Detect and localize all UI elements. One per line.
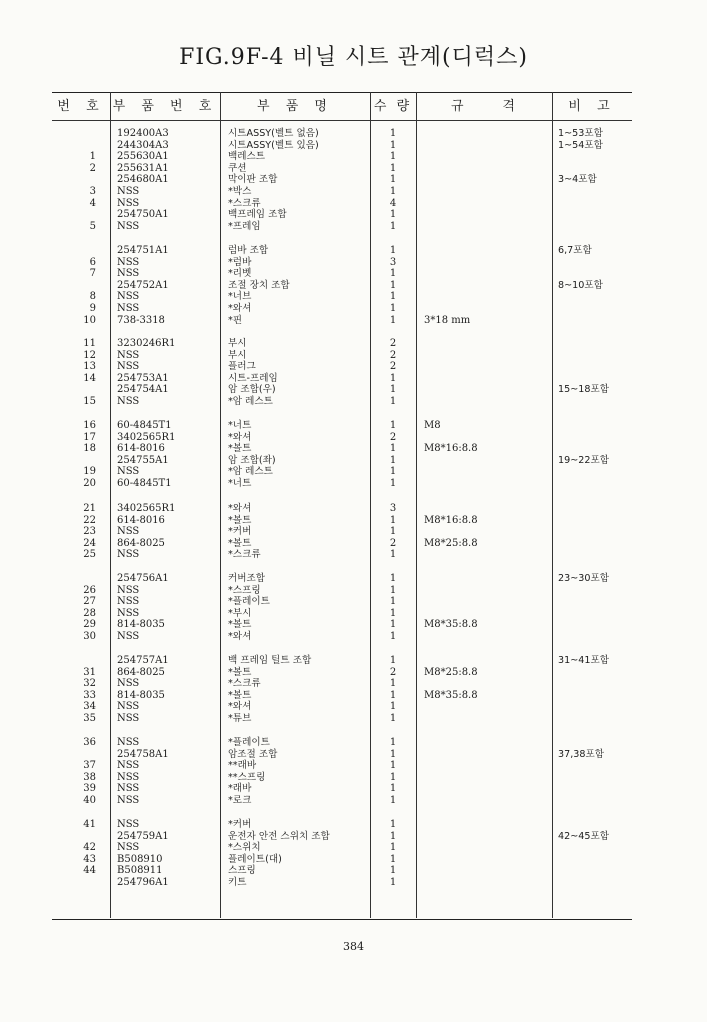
part-number: 864-8025	[117, 537, 165, 549]
part-name: 조절 장치 조합	[228, 279, 290, 291]
part-name: *스크류	[228, 549, 261, 561]
row-number: 15	[83, 396, 96, 407]
part-number: NSS	[117, 607, 140, 619]
part-name: *부시	[228, 607, 252, 619]
row-number: 29	[83, 619, 96, 631]
quantity: 1	[389, 877, 397, 888]
part-name: 플레이트(대)	[228, 853, 282, 865]
part-name: 운전자 안전 스위치 조합	[228, 830, 330, 842]
remark: 15~18포함	[558, 384, 609, 396]
remark: 23~30포함	[558, 573, 609, 584]
part-number: NSS	[117, 303, 140, 314]
part-number: B508910	[117, 853, 163, 865]
row-number: 18	[83, 443, 96, 455]
header-note: 비 고	[568, 99, 616, 114]
part-name: 부시	[228, 338, 247, 349]
quantity: 1	[389, 151, 397, 163]
row-number: 41	[83, 819, 96, 830]
remark: 31~41포함	[558, 655, 609, 666]
specification: M8*25:8.8	[424, 666, 478, 678]
specification: M8*35:8.8	[424, 619, 478, 631]
quantity: 1	[389, 689, 397, 701]
row-number: 23	[83, 526, 96, 538]
part-number: NSS	[117, 197, 140, 209]
part-name: 커버조합	[228, 573, 266, 584]
part-name: 백 프레임 틸트 조합	[228, 655, 312, 666]
part-name: *와셔	[228, 503, 252, 514]
part-name: *스크류	[228, 197, 261, 209]
row-number: 9	[89, 303, 96, 314]
part-number: 254756A1	[117, 573, 169, 584]
row-number: 13	[83, 361, 96, 373]
page-number: 384	[343, 940, 364, 953]
row-number: 32	[83, 678, 96, 690]
quantity: 1	[389, 186, 397, 197]
part-name: 암 조합(좌)	[228, 454, 276, 466]
part-name: 막이판 조합	[228, 174, 278, 186]
part-number: NSS	[117, 268, 140, 280]
part-name: 부시	[228, 349, 247, 361]
remark: 1~54포함	[558, 139, 603, 151]
part-name: *너트	[228, 478, 252, 489]
part-name: **래바	[228, 760, 257, 772]
row-number: 1	[89, 151, 96, 163]
row-number: 31	[83, 666, 96, 678]
quantity: 1	[389, 279, 397, 291]
part-number: 60-4845T1	[117, 478, 172, 489]
part-number: 3402565R1	[117, 503, 176, 514]
header-qty: 수 량	[373, 99, 413, 114]
part-number: 254754A1	[117, 384, 169, 396]
row-number: 33	[83, 689, 96, 701]
part-number: NSS	[117, 291, 140, 303]
part-name: *박스	[228, 186, 252, 197]
part-name: *암 레스트	[228, 466, 273, 478]
quantity: 1	[389, 372, 397, 384]
quantity: 1	[389, 619, 397, 631]
quantity: 1	[389, 174, 397, 186]
row-number: 16	[83, 420, 96, 431]
part-number: 254752A1	[117, 279, 169, 291]
part-number: 814-8035	[117, 689, 165, 701]
part-name: 쿠션	[228, 162, 247, 174]
part-number: 244304A3	[117, 139, 169, 151]
part-number: NSS	[117, 361, 140, 373]
row-number: 7	[89, 268, 96, 280]
row-number: 44	[83, 865, 96, 877]
quantity: 1	[389, 573, 397, 584]
quantity: 1	[389, 584, 397, 596]
header-spec: 규 격	[451, 99, 517, 114]
row-number: 34	[83, 701, 96, 713]
quantity: 1	[389, 655, 397, 666]
part-name: *리벳	[228, 268, 252, 280]
part-number: 814-8035	[117, 619, 165, 631]
row-number: 11	[83, 338, 96, 349]
quantity: 1	[389, 737, 397, 748]
part-name: **스프링	[228, 771, 266, 783]
part-number: NSS	[117, 549, 140, 561]
remark: 19~22포함	[558, 454, 609, 466]
row-number: 35	[83, 713, 96, 724]
part-name: *래바	[228, 783, 252, 795]
specification: M8*16:8.8	[424, 514, 478, 526]
quantity: 1	[389, 865, 397, 877]
quantity: 1	[389, 795, 397, 806]
row-number: 4	[89, 197, 96, 209]
part-number: 614-8016	[117, 443, 165, 455]
row-number: 40	[83, 795, 96, 806]
row-number: 19	[83, 466, 96, 478]
remark: 37,38포함	[558, 748, 604, 760]
part-number: 738-3318	[117, 314, 165, 326]
remark: 6,7포함	[558, 245, 592, 256]
part-name: 백프레임 조합	[228, 209, 287, 221]
row-number: 42	[83, 842, 96, 854]
specification: 3*18 mm	[424, 314, 471, 326]
part-name: *와셔	[228, 431, 252, 443]
header-name: 부 품 명	[257, 99, 333, 114]
part-name: *너트	[228, 420, 252, 431]
quantity: 1	[389, 420, 397, 431]
quantity: 2	[389, 666, 397, 678]
row-number: 36	[83, 737, 96, 748]
part-number: 192400A3	[117, 128, 169, 139]
quantity: 1	[389, 128, 397, 139]
row-number: 39	[83, 783, 96, 795]
remark: 8~10포함	[558, 279, 603, 291]
quantity: 1	[389, 268, 397, 280]
part-number: 255631A1	[117, 162, 169, 174]
remark: 1~53포함	[558, 128, 603, 139]
part-number: NSS	[117, 186, 140, 197]
quantity: 1	[389, 478, 397, 489]
part-name: *볼트	[228, 666, 252, 678]
quantity: 1	[389, 314, 397, 326]
part-name: *와셔	[228, 303, 252, 314]
part-number: NSS	[117, 737, 140, 748]
part-number: NSS	[117, 526, 140, 538]
quantity: 1	[389, 596, 397, 608]
part-number: 254758A1	[117, 748, 169, 760]
part-number: 3230246R1	[117, 338, 176, 349]
quantity: 1	[389, 454, 397, 466]
part-name: *로크	[228, 795, 252, 806]
part-name: *너브	[228, 291, 252, 303]
quantity: 1	[389, 678, 397, 690]
row-number: 28	[83, 607, 96, 619]
part-name: *볼트	[228, 689, 252, 701]
part-name: 백레스트	[228, 151, 266, 163]
quantity: 1	[389, 303, 397, 314]
part-number: NSS	[117, 771, 140, 783]
row-number: 43	[83, 853, 96, 865]
row-number: 6	[89, 256, 96, 268]
part-name: *와셔	[228, 631, 252, 642]
quantity: 2	[389, 349, 397, 361]
row-number: 25	[83, 549, 96, 561]
part-number: 3402565R1	[117, 431, 176, 443]
quantity: 2	[389, 431, 397, 443]
part-number: NSS	[117, 678, 140, 690]
part-number: 614-8016	[117, 514, 165, 526]
part-number: NSS	[117, 349, 140, 361]
part-number: NSS	[117, 713, 140, 724]
part-number: NSS	[117, 220, 140, 232]
part-number: 255630A1	[117, 151, 169, 163]
quantity: 1	[389, 631, 397, 642]
row-number: 26	[83, 584, 96, 596]
remark: 42~45포함	[558, 830, 609, 842]
row-number: 20	[83, 478, 96, 489]
part-number: 254757A1	[117, 655, 169, 666]
quantity: 1	[389, 783, 397, 795]
part-number: 254750A1	[117, 209, 169, 221]
part-name: *튜브	[228, 713, 252, 724]
header-part-no: 부 품 번 호	[112, 99, 218, 114]
part-name: *암 레스트	[228, 396, 273, 407]
part-name: *커버	[228, 819, 252, 830]
part-number: 254751A1	[117, 245, 169, 256]
row-number: 14	[83, 372, 96, 384]
part-name: 럼바 조합	[228, 245, 269, 256]
part-name: *볼트	[228, 537, 252, 549]
row-number: 22	[83, 514, 96, 526]
part-number: NSS	[117, 783, 140, 795]
quantity: 1	[389, 701, 397, 713]
part-name: *볼트	[228, 443, 252, 455]
part-name: 스프링	[228, 865, 256, 877]
row-number: 30	[83, 631, 96, 642]
part-number: 254755A1	[117, 454, 169, 466]
part-number: 254796A1	[117, 877, 169, 888]
quantity: 1	[389, 245, 397, 256]
row-number: 12	[83, 349, 96, 361]
part-number: NSS	[117, 701, 140, 713]
part-number: 254753A1	[117, 372, 169, 384]
part-number: B508911	[117, 865, 163, 877]
quantity: 3	[389, 256, 397, 268]
quantity: 1	[389, 760, 397, 772]
row-number: 8	[89, 291, 96, 303]
part-number: NSS	[117, 256, 140, 268]
part-name: *와셔	[228, 701, 252, 713]
part-number: NSS	[117, 842, 140, 854]
quantity: 1	[389, 514, 397, 526]
quantity: 1	[389, 853, 397, 865]
row-number: 37	[83, 760, 96, 772]
quantity: 2	[389, 537, 397, 549]
quantity: 1	[389, 384, 397, 396]
part-number: NSS	[117, 819, 140, 830]
row-number: 5	[89, 220, 96, 232]
remark: 3~4포함	[558, 174, 597, 186]
part-name: *프레임	[228, 220, 261, 232]
specification: M8*16:8.8	[424, 443, 478, 455]
quantity: 1	[389, 466, 397, 478]
quantity: 2	[389, 361, 397, 373]
part-number: NSS	[117, 396, 140, 407]
part-name: 플러그	[228, 361, 256, 373]
quantity: 4	[389, 197, 397, 209]
specification: M8	[424, 420, 441, 431]
part-number: 60-4845T1	[117, 420, 172, 431]
part-name: 시트ASSY(벨트 없음)	[228, 128, 319, 139]
specification: M8*35:8.8	[424, 689, 478, 701]
quantity: 1	[389, 291, 397, 303]
quantity: 1	[389, 139, 397, 151]
part-number: NSS	[117, 631, 140, 642]
header-no: 번 호	[57, 99, 105, 114]
part-name: *볼트	[228, 514, 252, 526]
specification: M8*25:8.8	[424, 537, 478, 549]
part-number: 254759A1	[117, 830, 169, 842]
part-number: NSS	[117, 466, 140, 478]
part-name: *플레이트	[228, 596, 270, 608]
part-name: 시트ASSY(벨트 있음)	[228, 139, 319, 151]
page-title: FIG.9F-4 비닐 시트 관계(디럭스)	[179, 45, 528, 70]
part-number: 254680A1	[117, 174, 169, 186]
quantity: 1	[389, 819, 397, 830]
part-number: NSS	[117, 760, 140, 772]
row-number: 10	[83, 314, 96, 326]
quantity: 1	[389, 842, 397, 854]
part-name: 시트-프레임	[228, 372, 278, 384]
row-number: 2	[89, 162, 96, 174]
row-number: 21	[83, 503, 96, 514]
part-name: *럼바	[228, 256, 252, 268]
quantity: 1	[389, 771, 397, 783]
part-name: *스위치	[228, 842, 261, 854]
quantity: 1	[389, 549, 397, 561]
quantity: 1	[389, 526, 397, 538]
quantity: 1	[389, 443, 397, 455]
part-number: 864-8025	[117, 666, 165, 678]
part-name: *커버	[228, 526, 252, 538]
quantity: 1	[389, 748, 397, 760]
quantity: 1	[389, 162, 397, 174]
part-number: NSS	[117, 584, 140, 596]
part-number: NSS	[117, 596, 140, 608]
quantity: 1	[389, 713, 397, 724]
part-name: *스프링	[228, 584, 261, 596]
row-number: 24	[83, 537, 96, 549]
row-number: 38	[83, 771, 96, 783]
part-name: 키트	[228, 877, 247, 888]
quantity: 1	[389, 220, 397, 232]
quantity: 1	[389, 830, 397, 842]
part-name: *핀	[228, 314, 243, 326]
part-name: 암 조합(우)	[228, 384, 276, 396]
part-name: *스크류	[228, 678, 261, 690]
part-name: *플레이트	[228, 737, 270, 748]
quantity: 1	[389, 209, 397, 221]
quantity: 1	[389, 396, 397, 407]
row-number: 17	[83, 431, 96, 443]
part-name: *볼트	[228, 619, 252, 631]
part-number: NSS	[117, 795, 140, 806]
row-number: 3	[89, 186, 96, 197]
quantity: 3	[389, 503, 397, 514]
row-number: 27	[83, 596, 96, 608]
quantity: 2	[389, 338, 397, 349]
quantity: 1	[389, 607, 397, 619]
part-name: 암조절 조합	[228, 748, 278, 760]
